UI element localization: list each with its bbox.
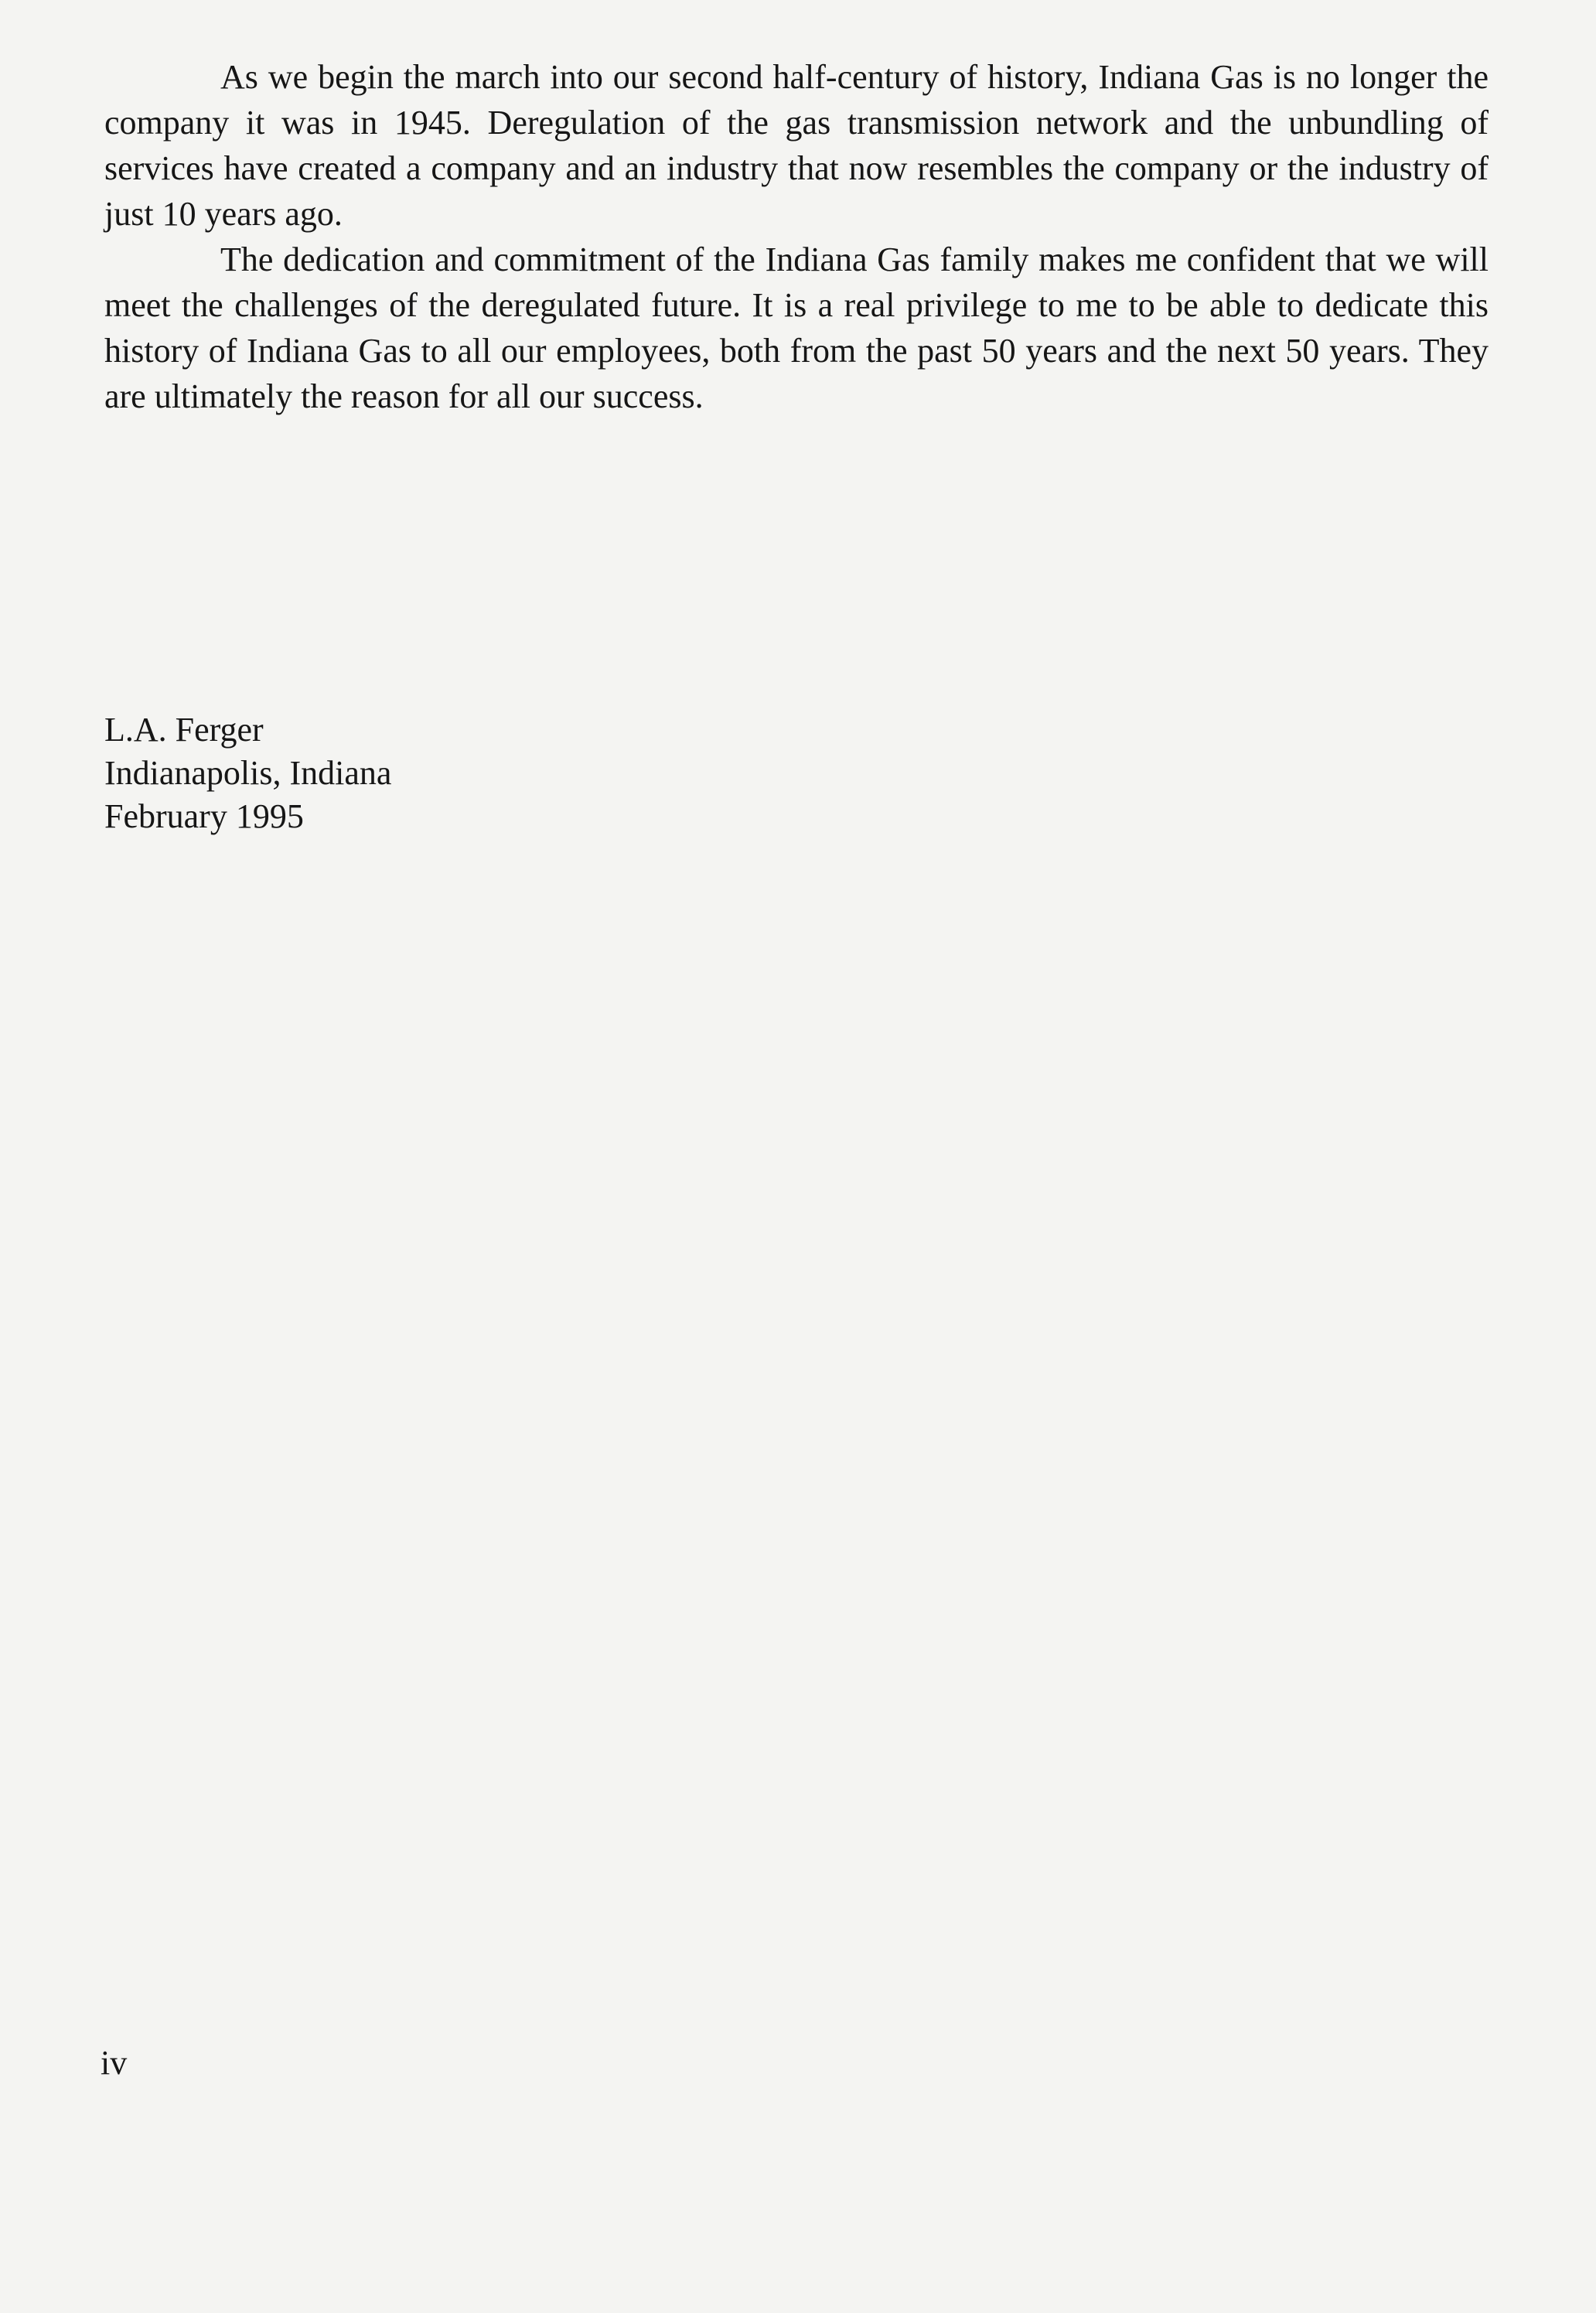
- page-number: iv: [101, 2044, 128, 2082]
- body-text: [104, 54, 1489, 419]
- paragraph-1: As we begin the march into our second half-century of history, Indiana Gas is no longer the company it was in 1945. Deregulation of the gas transmission network and the unbundling of services have created a company and an industry that now resembles the company or the industry of just 10 years ago.: [104, 58, 1489, 233]
- signature-block: [104, 708, 391, 838]
- paragraph-2: The dedication and commitment of the Indiana Gas family makes me confident that we will meet the challenges of the deregulated future. It is a real privilege to me to be able to dedicate this history of Indiana Gas to all our employees, both from the past 50 years and the next 50 years. They are ultimately the reason for all our success.: [104, 241, 1489, 415]
- signature-name: L.A. Ferger: [104, 711, 264, 749]
- signature-location: Indianapolis, Indiana: [104, 754, 392, 792]
- signature-date: February 1995: [104, 797, 304, 835]
